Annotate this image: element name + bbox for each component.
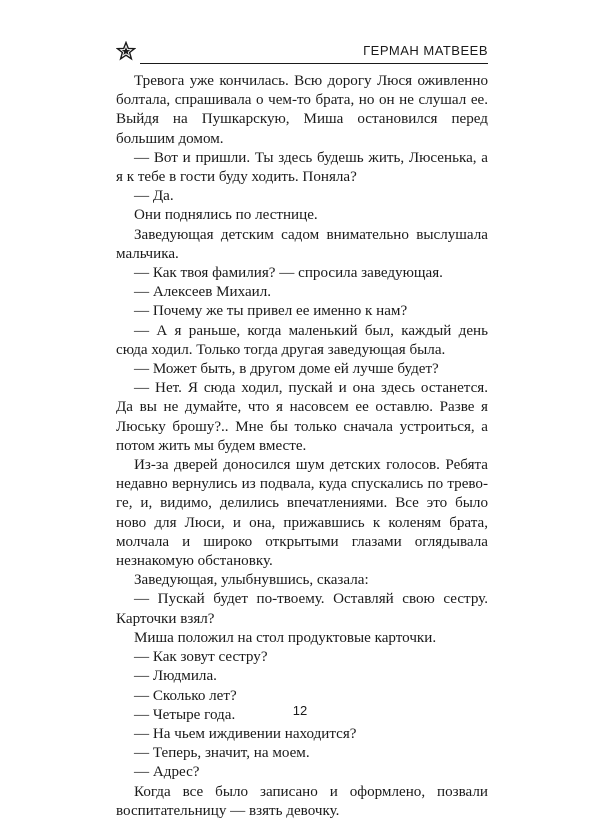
paragraph: — Теперь, значит, на моем. <box>134 745 310 762</box>
paragraph: Заведующая детским садом внимательно выслушала мальчика. <box>116 226 488 262</box>
paragraph: — Четыре года. <box>134 706 236 723</box>
paragraph: — Как зовут сестру? <box>134 649 268 666</box>
paragraph: Из-за дверей доносился шум детских голосов. Ребята недавно вернулись из подвала, куда спускались по тревоге, и, видимо, делились впечатлениями. Все это было ново для Люси, и она, прижавшись к коленям брата, молчала и широко открытыми глазами оглядывала незнакомую обстановку. <box>116 457 488 570</box>
paragraph: Когда все было записано и оформлено, позвали воспитательницу — взять девочку. <box>116 783 488 819</box>
star-icon <box>116 41 136 61</box>
paragraph: — А я раньше, когда маленький был, каждый день сюда ходил. Только тогда другая заведующая была. <box>116 322 488 358</box>
paragraph: — Сколько лет? <box>134 687 237 704</box>
header-rule <box>140 63 488 64</box>
paragraph: — Как твоя фамилия? — спросила заведующая. <box>134 265 443 282</box>
paragraph: — Нет. Я сюда ходил, пускай и она здесь останется. Да вы не думайте, что я насовсем ее оставлю. Разве я Люську брошу?.. Мне бы только сначала устроиться, а потом жить мы будем вместе. <box>116 380 488 454</box>
paragraph: — Да. <box>134 188 174 205</box>
paragraph: Миша положил на стол продуктовые карточки. <box>134 629 437 646</box>
author-name: ГЕРМАН МАТВЕЕВ <box>363 43 488 58</box>
paragraph: Тревога уже кончилась. Всю дорогу Люся оживленно болтала, спрашивала о чем-то брата, но он не слушал ее. Выйдя на Пушкарскую, Миша остановился перед большим домом. <box>116 73 488 147</box>
paragraph: — Может быть, в другом доме ей лучше будет? <box>134 361 439 378</box>
paragraph: Заведующая, улыбнувшись, сказала: <box>134 572 369 589</box>
paragraph: — Алексеев Михаил. <box>134 284 272 301</box>
paragraph: — Людмила. <box>134 668 217 685</box>
paragraph: — Вот и пришли. Ты здесь будешь жить, Люсенька, а я к тебе в гости буду ходить. Поняла? <box>116 149 488 186</box>
paragraph: — Адрес? <box>134 764 200 781</box>
page-number: 12 <box>292 703 308 718</box>
paragraph: — Почему же ты привел ее именно к нам? <box>134 303 408 320</box>
paragraph: Они поднялись по лестнице. <box>134 207 318 224</box>
running-header <box>116 38 488 64</box>
paragraph: — На чьем иждивении находится? <box>134 725 357 742</box>
star-icon-graphic <box>116 41 136 61</box>
paragraph: — Пускай будет по-твоему. Оставляй свою сестру. Карточки взял? <box>116 591 488 627</box>
